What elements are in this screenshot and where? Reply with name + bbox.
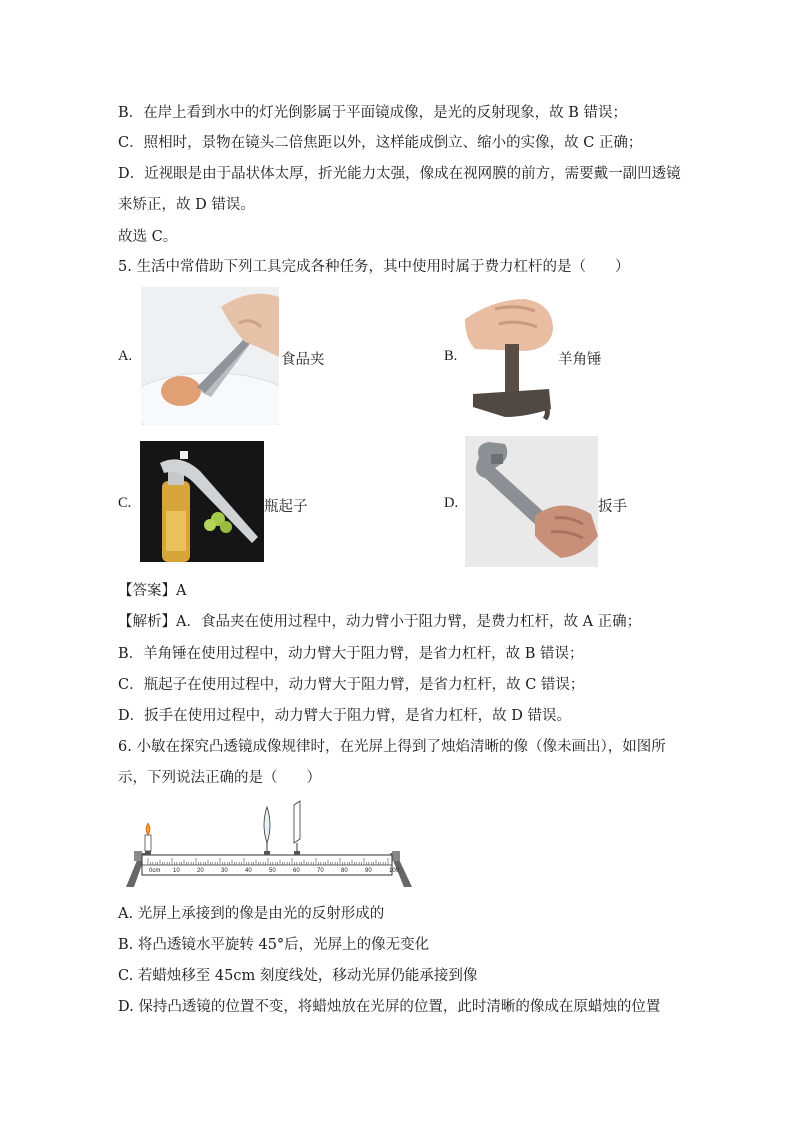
explanation-c: C．照相时，景物在镜头二倍焦距以外，这样能成倒立、缩小的实像，故 C 正确；	[118, 135, 643, 151]
question-6-option-c: C. 若蜡烛移至 45cm 刻度线处，移动光屏仍能承接到像	[118, 968, 478, 984]
bench-tick-label: 90	[365, 868, 372, 874]
bench-tick-label: 30	[221, 868, 228, 874]
claw-hammer-photo	[465, 289, 557, 420]
question-6-stem-line2: 示，下列说法正确的是（ ）	[118, 770, 321, 786]
option-d-caption: 扳手	[598, 499, 627, 515]
bench-tick-label: 60	[293, 868, 300, 874]
analysis-a: 【解析】A．食品夹在使用过程中，动力臂小于阻力臂，是费力杠杆，故 A 正确；	[118, 614, 642, 630]
question-6-option-a: A. 光屏上承接到的像是由光的反射形成的	[118, 906, 385, 922]
explanation-b: B．在岸上看到水中的灯光倒影属于平面镜成像，是光的反射现象，故 B 错误；	[118, 105, 628, 121]
option-c-caption: 瓶起子	[264, 499, 308, 515]
option-c-letter: C.	[118, 495, 132, 511]
optical-bench-diagram	[118, 795, 418, 895]
analysis-c: C．瓶起子在使用过程中，动力臂大于阻力臂，是省力杠杆，故 C 错误；	[118, 677, 585, 693]
wrench-photo	[465, 436, 598, 567]
food-tongs-photo	[141, 287, 279, 425]
bench-tick-label: 0cm	[149, 868, 161, 874]
bottle-opener-photo	[140, 441, 264, 562]
candle	[145, 823, 151, 855]
explanation-d-line1: D．近视眼是由于晶状体太厚，折光能力太强，像成在视网膜的前方，需要戴一副凹透镜	[118, 166, 681, 182]
option-a-letter: A.	[118, 348, 133, 364]
option-d-letter: D.	[444, 495, 459, 511]
option-a-caption: 食品夹	[281, 352, 325, 368]
question-5-stem: 5. 生活中常借助下列工具完成各种任务，其中使用时属于费力杠杆的是（ ）	[118, 259, 630, 275]
analysis-b: B．羊角锤在使用过程中，动力臂大于阻力臂，是省力杠杆，故 B 错误；	[118, 646, 584, 662]
bench-tick-label: 70	[317, 868, 324, 874]
answer-label: 【答案】A	[118, 583, 187, 599]
bench-tick-label: 40	[245, 868, 252, 874]
convex-lens	[264, 807, 270, 855]
bench-tick-label: 100	[389, 868, 400, 874]
light-screen	[294, 801, 300, 855]
bench-tick-label: 50	[269, 868, 276, 874]
option-b-letter: B.	[444, 348, 458, 364]
previous-answer: 故选 C。	[118, 229, 178, 245]
analysis-d: D．扳手在使用过程中，动力臂大于阻力臂，是省力杠杆，故 D 错误。	[118, 708, 571, 724]
bench-tick-label: 20	[197, 868, 204, 874]
left-bracket	[134, 851, 142, 861]
option-b-caption: 羊角锤	[558, 352, 602, 368]
question-6-option-b: B. 将凸透镜水平旋转 45°后，光屏上的像无变化	[118, 937, 430, 953]
explanation-d-line2: 来矫正，故 D 错误。	[118, 197, 255, 213]
bench-tick-label: 10	[173, 868, 180, 874]
question-6-stem-line1: 6. 小敏在探究凸透镜成像规律时，在光屏上得到了烛焰清晰的像（像未画出），如图所	[118, 739, 666, 755]
question-6-option-d: D. 保持凸透镜的位置不变，将蜡烛放在光屏的位置，此时清晰的像成在原蜡烛的位置	[118, 999, 661, 1015]
right-bracket	[392, 851, 400, 861]
bench-tick-label: 80	[341, 868, 348, 874]
